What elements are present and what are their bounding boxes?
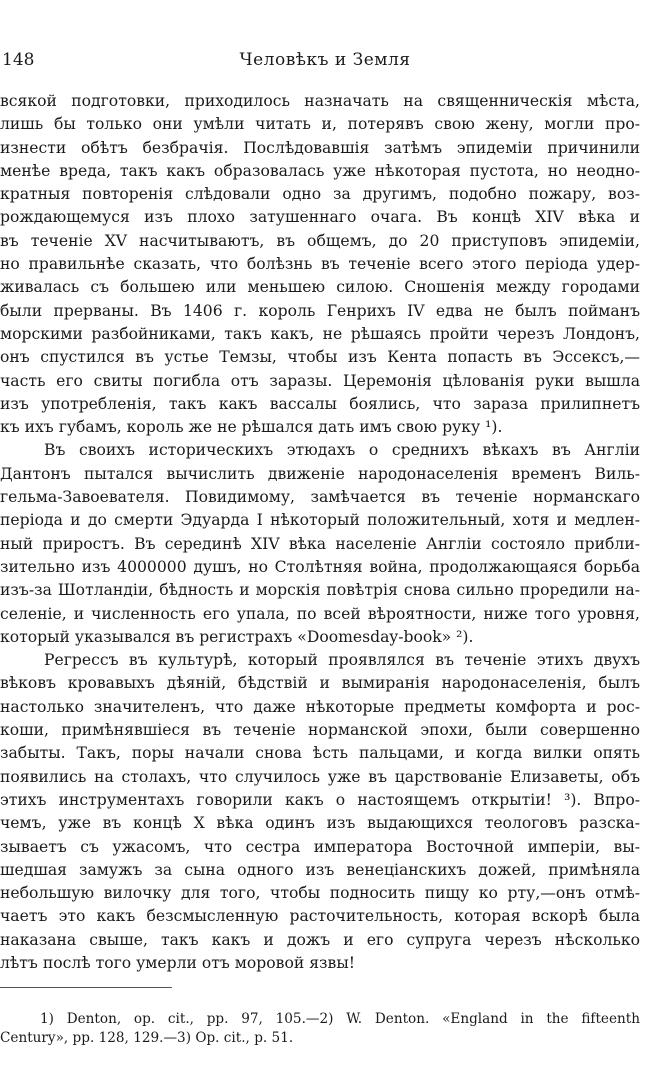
text-line: чаетъ это какъ безсмысленную расточительность, которая вскорѣ была [0,907,640,926]
text-line: селеніе, и численность его упала, по всей вѣроятности, ниже того уровня, [0,604,640,623]
text-line: въ теченіе XV насчитываютъ, въ общемъ, до 20 приступовъ эпидеміи, [0,231,640,250]
text-line: этихъ инструментахъ говорили какъ о настоящемъ открытіи! ³). Впро- [0,790,640,809]
page-number: 148 [2,50,35,70]
text-line: который указывался въ регистрахъ «Doomesday-book» ²). [0,627,474,646]
text-line: но правильнѣе сказать, что болѣзнь въ теченіе всего этого періода удер- [0,255,640,274]
text-line: лѣтъ послѣ того умерли отъ моровой язвы! [0,953,355,972]
text-line: гельма-Завоевателя. Повидимому, замѣчается въ теченіе норманскаго [0,488,640,507]
running-title: Человѣкъ и Земля [239,50,411,70]
paragraph-1 [0,90,640,439]
text-line: лишь бы только они умѣли читать и, потерявъ свою жену, могли про- [0,115,640,134]
text-line: Въ своихъ историческихъ этюдахъ о среднихъ вѣкахъ въ Англіи [44,441,640,460]
text-line: коши, примѣнявшіеся въ теченіе норманской эпохи, были совершенно [0,721,640,740]
body-text [0,90,640,975]
footnote-line: 1) Denton, op. cit., pp. 97, 105.—2) W. Denton. «England in the fifteenth [40,1011,640,1027]
text-line: къ ихъ губамъ, король же не рѣшался дать имъ свою руку ¹). [0,418,503,437]
text-line: онъ спустился въ устье Темзы, чтобы изъ Кента попасть въ Эссексъ,— [0,348,640,367]
text-line: живалась съ большею или меньшею силою. Сношенія между городами [0,278,640,297]
text-line: Дантонъ пытался вычислить движеніе народонаселенія временъ Виль- [0,464,640,483]
text-line: менѣе вреда, такъ какъ образовалась уже нѣкоторая пустота, но неодно- [0,161,640,180]
text-line: зываетъ съ ужасомъ, что сестра императора Восточной имперіи, вы- [0,837,640,856]
text-line: настолько значителенъ, что даже нѣкоторые предметы комфорта и рос- [0,697,640,716]
text-line: появились на столахъ, что случилось уже въ царствованіе Елизаветы, объ [0,767,640,786]
text-line: часть его свиты погибла отъ заразы. Церемонія цѣлованія руки вышла [0,371,640,390]
footnote-line: Century», pp. 128, 129.—3) Op. cit., p. 51. [0,1030,294,1046]
paragraph-2 [0,439,640,649]
page-header [0,46,650,72]
text-line: шедшая замужъ за сына одного изъ венеціанскихъ дожей, примѣняла [0,860,640,879]
text-line: вѣковъ кровавыхъ дѣяній, бѣдствій и вымиранія народонаселенія, былъ [0,674,640,693]
text-line: зительно изъ 4000000 душъ, но Столѣтняя война, продолжающаяся борьба [0,557,640,576]
text-line: забыты. Такъ, поры начали снова ѣсть пальцами, и когда вилки опять [0,744,640,763]
text-line: кратныя повторенія слѣдовали одно за другимъ, подобно пожару, воз- [0,185,640,204]
footnote-divider [0,987,172,988]
footnotes [0,1010,640,1048]
text-line: рождающемуся изъ плохо затушеннаго очага. Въ концѣ XIV вѣка и [0,208,640,227]
text-line: небольшую вилочку для того, чтобы подносить пищу ко рту,—онъ отмѣ- [0,884,640,903]
text-line: періода и до смерти Эдуарда I нѣкоторый положительный, хотя и медлен- [0,511,640,530]
text-line: всякой подготовки, приходилось назначать на священническія мѣста, [0,92,640,110]
text-line: изъ-за Шотландіи, бѣдность и морскія повѣтрія снова сильно проредили на- [0,581,640,600]
text-line: изнести обѣтъ безбрачія. Послѣдовавшія затѣмъ эпидеміи причинили [0,138,640,157]
paragraph-3 [0,649,640,975]
text-line: Регрессъ въ культурѣ, который проявлялся въ теченіе этихъ двухъ [44,651,640,670]
text-line: были прерваны. Въ 1406 г. король Генрихъ IV едва не былъ пойманъ [0,301,640,320]
text-line: чемъ, уже въ концѣ X вѣка одинъ изъ выдающихся теологовъ разска- [0,814,640,833]
text-line: изъ употребленія, такъ какъ вассалы боялись, что зараза прилипнетъ [0,394,640,413]
text-line: ный приростъ. Въ серединѣ XIV вѣка населеніе Англіи состояло прибли- [0,534,640,553]
text-line: наказана свыше, такъ какъ и дожъ и его супруга черезъ нѣсколько [0,930,640,949]
text-line: морскими разбойниками, такъ какъ, не рѣшаясь пройти черезъ Лондонъ, [0,324,640,343]
